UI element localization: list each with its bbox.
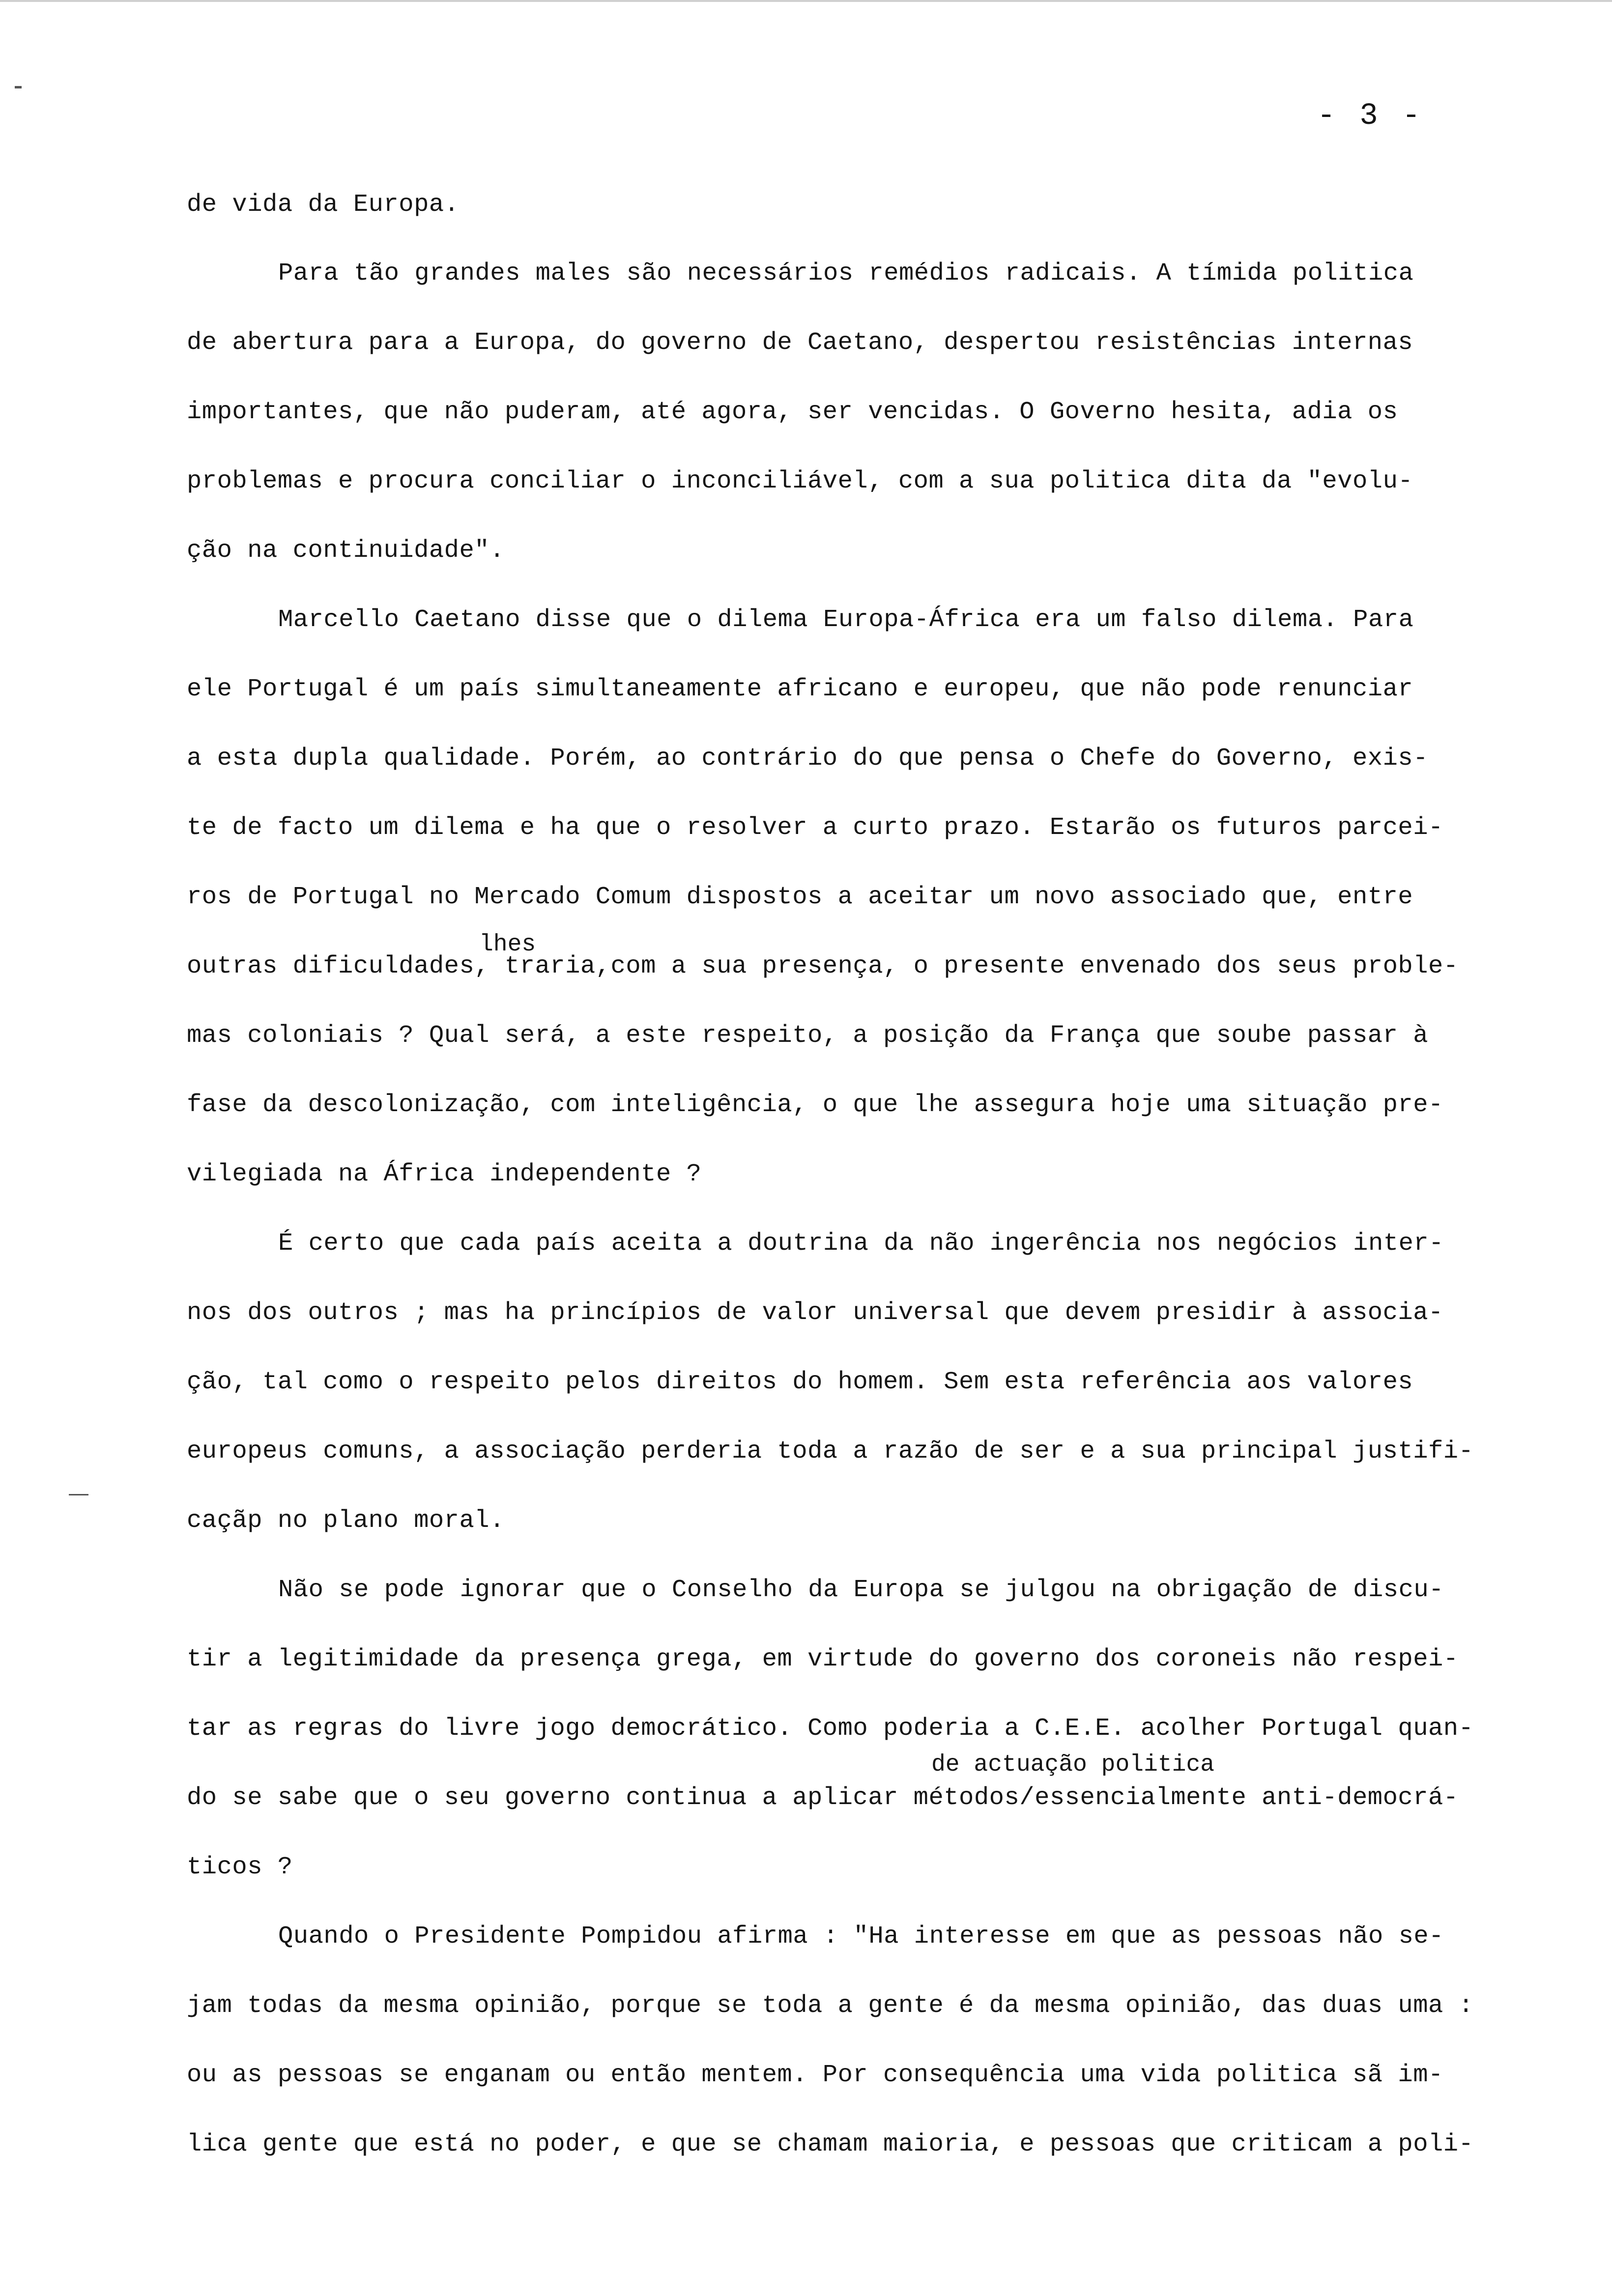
text-line: fase da descolonização, com inteligência, o que lhe assegura hoje uma situação pre- [187, 1091, 1443, 1119]
text-line: lica gente que está no poder, e que se chamam maioria, e pessoas que criticam a poli- [187, 2130, 1474, 2158]
text-line: vilegiada na África independente ? [187, 1160, 702, 1188]
page-number: - 3 - [1317, 98, 1424, 133]
text-line: importantes, que não puderam, até agora, ser vencidas. O Governo hesita, adia os [187, 398, 1398, 426]
text-line: caçãp no plano moral. [187, 1507, 505, 1535]
text-line: jam todas da mesma opinião, porque se toda a gente é da mesma opinião, das duas uma : [187, 1992, 1474, 2020]
text-line: Quando o Presidente Pompidou afirma : "Ha interesse em que as pessoas não se- [278, 1923, 1444, 1951]
typed-insertion: de actuação politica [931, 1751, 1215, 1778]
text-line: ou as pessoas se enganam ou então mentem. Por consequência uma vida politica sã im- [187, 2061, 1443, 2089]
text-line: Não se pode ignorar que o Conselho da Europa se julgou na obrigação de discu- [278, 1576, 1444, 1604]
text-line: Para tão grandes males são necessários remédios radicais. A tímida politica [278, 259, 1414, 287]
text-line: nos dos outros ; mas ha princípios de valor universal que devem presidir à associa- [187, 1299, 1443, 1327]
text-line: ticos ? [187, 1853, 293, 1881]
margin-mark [69, 1494, 88, 1495]
text-line: mas coloniais ? Qual será, a este respeito, a posição da França que soube passar à [187, 1022, 1429, 1050]
text-line: do se sabe que o seu governo continua a aplicar métodos/essencialmente anti-democrá- [187, 1784, 1459, 1812]
text-line: ção, tal como o respeito pelos direitos do homem. Sem esta referência aos valores [187, 1368, 1413, 1396]
scan-edge [0, 0, 1612, 2]
text-line: de vida da Europa. [187, 191, 460, 219]
text-line: Marcello Caetano disse que o dilema Europa-África era um falso dilema. Para [278, 606, 1414, 634]
handwritten-insertion: lhes [479, 931, 536, 958]
text-line: ros de Portugal no Mercado Comum dispostos a aceitar um novo associado que, entre [187, 883, 1413, 911]
margin-mark [15, 86, 22, 88]
text-line: a esta dupla qualidade. Porém, ao contrário do que pensa o Chefe do Governo, exis- [187, 745, 1429, 773]
text-line: ção na continuidade". [187, 537, 505, 565]
text-line: É certo que cada país aceita a doutrina da não ingerência nos negócios inter- [278, 1230, 1444, 1258]
text-line: problemas e procura conciliar o inconciliável, com a sua politica dita da "evolu- [187, 467, 1413, 495]
text-line: de abertura para a Europa, do governo de Caetano, despertou resistências internas [187, 329, 1413, 357]
text-line: europeus comuns, a associação perderia toda a razão de ser e a sua principal justifi- [187, 1437, 1474, 1465]
text-line: outras dificuldades, traria,com a sua presença, o presente envenado dos seus proble- [187, 952, 1459, 980]
text-line: ele Portugal é um país simultaneamente africano e europeu, que não pode renunciar [187, 675, 1413, 703]
text-line: tir a legitimidade da presença grega, em virtude do governo dos coroneis não respei- [187, 1645, 1459, 1673]
text-line: tar as regras do livre jogo democrático. Como poderia a C.E.E. acolher Portugal quan- [187, 1715, 1474, 1743]
text-line: te de facto um dilema e ha que o resolver a curto prazo. Estarão os futuros parcei- [187, 814, 1443, 842]
